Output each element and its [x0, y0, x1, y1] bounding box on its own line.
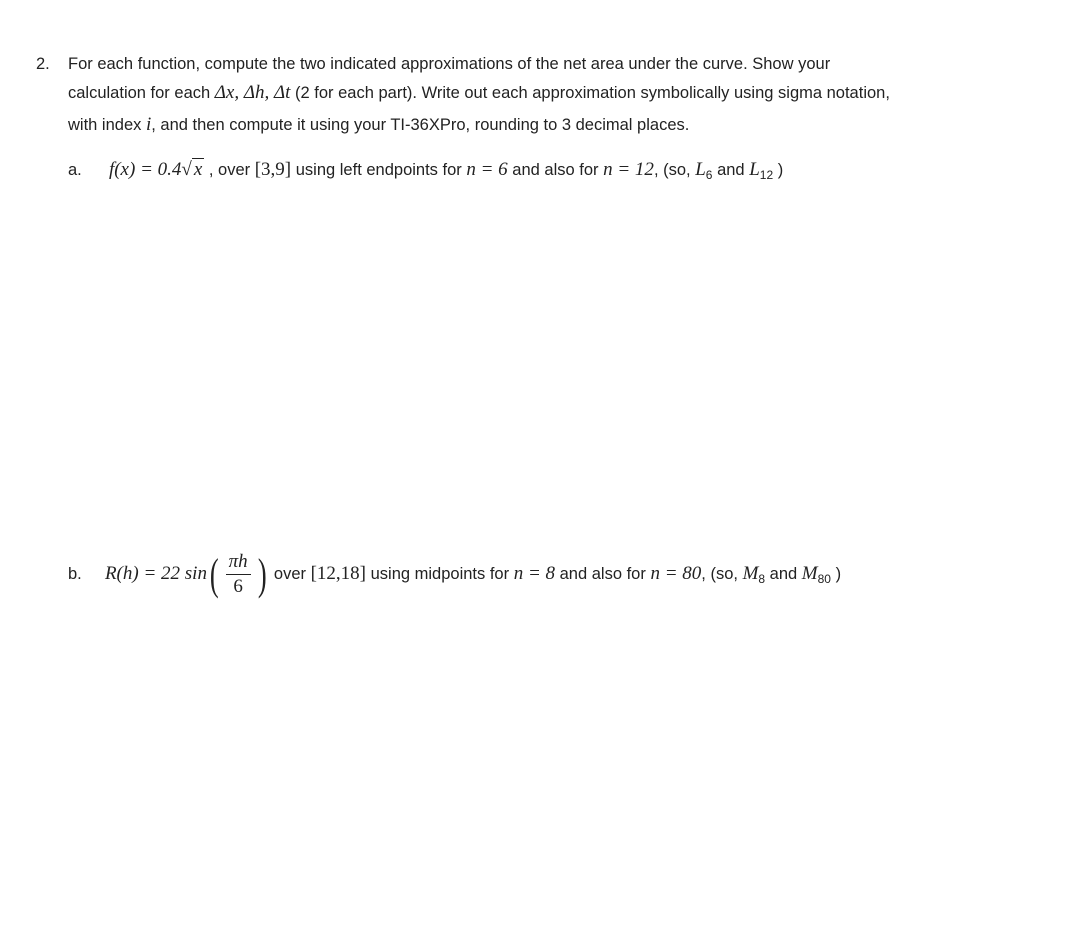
subscript: 6: [705, 168, 713, 182]
problem-line-3: [68, 115, 689, 135]
text: over: [273, 565, 307, 583]
n-value: n = 80: [650, 563, 702, 584]
part-label: b.: [68, 565, 82, 583]
problem-number: 2.: [36, 55, 50, 73]
n-value: n = 12: [603, 159, 654, 180]
subscript: 12: [759, 168, 774, 182]
sum-symbol: L: [749, 159, 760, 180]
text: with index: [68, 116, 142, 134]
subscript: 8: [758, 572, 766, 586]
interval: [12,18]: [310, 563, 367, 584]
text: calculation for each: [68, 84, 211, 102]
text: and: [769, 565, 798, 583]
text: using midpoints for: [370, 565, 510, 583]
function-a: f(x) = 0.4: [108, 159, 182, 180]
problem-line-2: [68, 83, 890, 103]
part-b: b. R(h) = 22 sin( $\frac{\pi h}{6}$ ) over [12,18] using midpoints for n = 8 and also for n = 80, (so, $M_8$ and $M_{80}$ ): [68, 549, 842, 599]
radicand: x: [193, 159, 203, 180]
numerator: πh: [226, 550, 251, 575]
part-label: a.: [68, 161, 82, 179]
index-math: i: [145, 114, 152, 135]
text: and: [717, 161, 745, 179]
text: and also for: [512, 161, 599, 179]
sum-symbol: M: [742, 563, 759, 584]
delta-math: Δx, Δh, Δt: [214, 82, 291, 103]
text: and also for: [559, 565, 646, 583]
subscript: 80: [817, 572, 831, 586]
problem-line-1: For each function, compute the two indicated approximations of the net area under the curve. Show your: [68, 55, 831, 73]
text: ): [835, 565, 842, 583]
text: using left endpoints for: [295, 161, 462, 179]
sum-symbol: M: [801, 563, 818, 584]
text: (2 for each part). Write out each approximation symbolically using sigma notation,: [295, 84, 890, 102]
n-value: n = 8: [513, 563, 556, 584]
interval: [3,9]: [254, 159, 292, 180]
denominator: 6: [233, 576, 243, 598]
fraction: [226, 550, 251, 599]
text: , (so,: [653, 161, 691, 179]
text: , over: [208, 161, 251, 179]
text: , (so,: [701, 565, 738, 583]
text: , and then compute it using your TI-36XPro, rounding to 3 decimal places.: [151, 116, 690, 134]
part-a: a. f(x) = 0.4√ x , over [3,9] using left endpoints for n = 6 and also for n = 12, (so, $L_6$ and $L_{12}$ ): [68, 159, 784, 182]
n-value: n = 6: [466, 159, 508, 180]
text: ): [777, 161, 784, 179]
function-b: R(h) = 22 sin: [104, 563, 207, 584]
sum-symbol: L: [695, 159, 706, 180]
